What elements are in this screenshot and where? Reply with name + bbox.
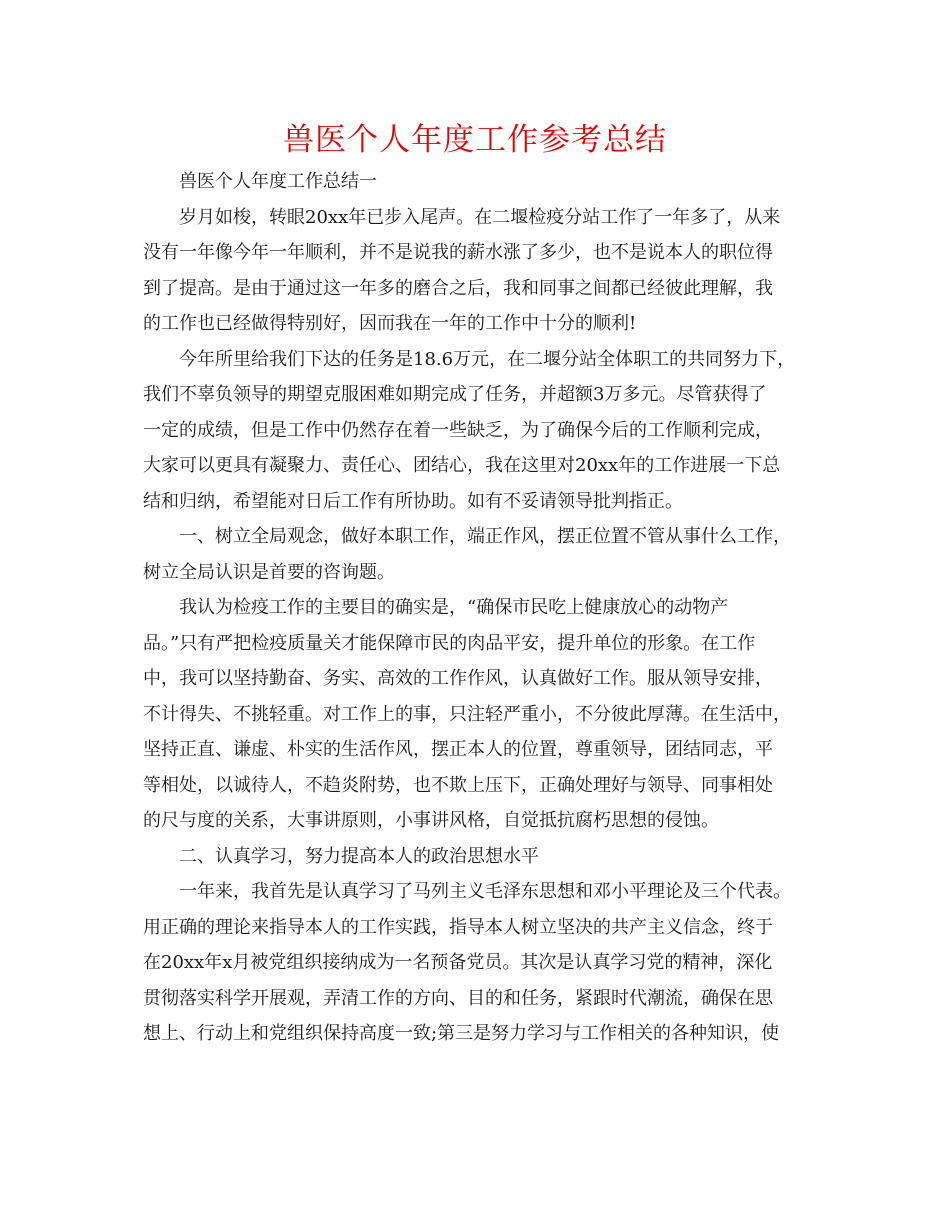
paragraph-line: 大家可以更具有凝聚力、责任心、团结心，我在这里对20xx年的工作进展一下总 — [143, 455, 781, 476]
paragraph-line: 想上、行动上和党组织保持高度一致;第三是努力学习与工作相关的各种知识，使 — [143, 1023, 780, 1044]
paragraph-line: 不计得失、不挑轻重。对工作上的事，只注轻严重小，不分彼此厚薄。在生活中， — [143, 703, 791, 725]
paragraph-line: 的工作也已经做得特别好，因而我在一年的工作中十分的顺利! — [143, 313, 637, 334]
paragraph-line: 用正确的理论来指导本人的工作实践，指导本人树立坚决的共产主义信念，终于 — [143, 916, 773, 938]
paragraph-line: 树立全局认识是首要的咨询题。 — [143, 561, 395, 583]
paragraph-line: 到了提高。是由于通过这一年多的磨合之后，我和同事之间都已经彼此理解，我 — [143, 277, 773, 299]
paragraph-line: 的尺与度的关系，大事讲原则，小事讲风格，自觉抵抗腐朽思想的侵蚀。 — [143, 810, 719, 831]
paragraph-line: 我们不辜负领导的期望克服困难如期完成了任务，并超额3万多元。尽管获得了 — [143, 384, 767, 405]
paragraph-line: 一年来，我首先是认真学习了马列主义毛泽东思想和邓小平理论及三个代表。 — [179, 881, 791, 902]
paragraph-line: 岁月如梭，转眼20xx年已步入尾声。在二堰检疫分站工作了一年多了，从来 — [179, 206, 781, 228]
section-heading: 兽医个人年度工作总结一 — [179, 171, 377, 192]
document-body — [143, 164, 807, 1052]
paragraph-line: 一、树立全局观念，做好本职工作，端正作风，摆正位置不管从事什么工作， — [179, 526, 791, 547]
paragraph-line: 坚持正直、谦虚、朴实的生活作风，摆正本人的位置，尊重领导，团结同志，平 — [143, 739, 773, 760]
paragraph-line: 贯彻落实科学开展观，弄清工作的方向、目的和任务，紧跟时代潮流，确保在思 — [143, 987, 773, 1009]
paragraph-line: 我认为检疫工作的主要目的确实是，“确保市民吃上健康放心的动物产 — [179, 597, 729, 618]
paragraph-line: 结和归纳，希望能对日后工作有所协助。如有不妥请领导批判指正。 — [143, 490, 683, 512]
document-title: 兽医个人年度工作参考总结 — [283, 122, 667, 158]
paragraph-line: 等相处，以诚待人，不趋炎附势，也不欺上压下，正确处理好与领导、同事相处 — [143, 774, 773, 796]
paragraph-line: 今年所里给我们下达的任务是18.6万元，在二堰分站全体职工的共同努力下， — [179, 348, 796, 370]
section-heading: 二、认真学习，努力提高本人的政治思想水平 — [179, 845, 539, 867]
paragraph-line: 中，我可以坚持勤奋、务实、高效的工作作风，认真做好工作。服从领导安排， — [143, 668, 773, 689]
paragraph-line: 品。”只有严把检疫质量关才能保障市民的肉品平安，提升单位的形象。在工作 — [143, 632, 756, 654]
paragraph-line: 在20xx年x月被党组织接纳成为一名预备党员。其次是认真学习党的精神，深化 — [143, 952, 773, 973]
paragraph-line: 一定的成绩，但是工作中仍然存在着一些缺乏，为了确保今后的工作顺利完成， — [143, 419, 773, 441]
paragraph-line: 没有一年像今年一年顺利，并不是说我的薪水涨了多少，也不是说本人的职位得 — [143, 242, 773, 263]
